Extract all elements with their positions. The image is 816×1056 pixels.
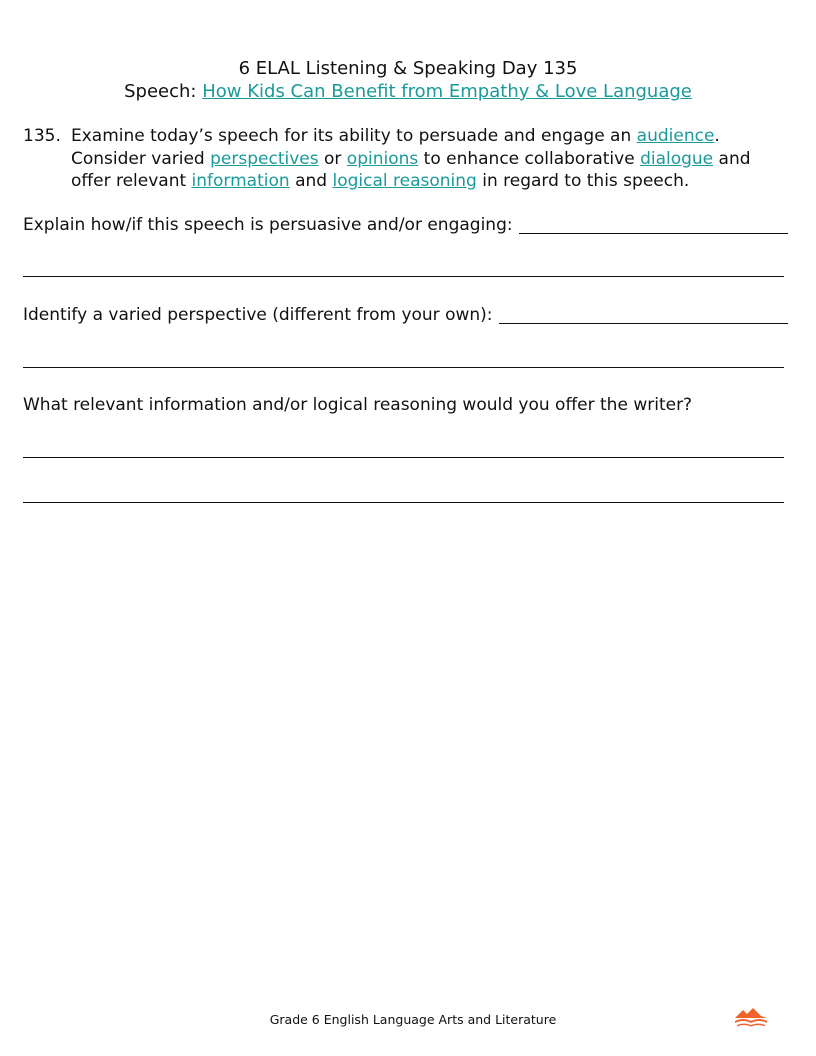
information-link[interactable]: information: [191, 171, 290, 191]
instruction-text-5: and offer relevant: [71, 148, 751, 191]
opinions-link[interactable]: opinions: [346, 148, 419, 169]
question-1: [23, 214, 788, 236]
logical-reasoning-link[interactable]: logical reasoning: [332, 171, 477, 191]
speech-link[interactable]: How Kids Can Benefit from Empathy & Love Language: [202, 81, 692, 102]
question-3-answer-line-1[interactable]: [23, 457, 784, 458]
instruction-text-1: Examine today’s speech for its ability to persuade and engage an: [71, 126, 637, 146]
question-1-text: Explain how/if this speech is persuasive and/or engaging:: [23, 215, 513, 235]
question-2-text: Identify a varied perspective (different from your own):: [23, 305, 493, 325]
question-3: [23, 394, 788, 416]
question-3-text: What relevant information and/or logical reasoning would you offer the writer?: [23, 395, 693, 415]
question-2-answer-line-2[interactable]: [23, 367, 784, 368]
question-2-answer-line[interactable]: [499, 305, 788, 324]
mountain-book-logo-icon: [733, 1006, 769, 1030]
question-3-answer-line-2[interactable]: [23, 502, 784, 503]
question-1-answer-line[interactable]: [519, 215, 788, 234]
page-title: 6 ELAL Listening & Speaking Day 135: [238, 58, 578, 79]
audience-link[interactable]: audience: [636, 126, 715, 146]
instruction-text-2: . Consider varied: [71, 126, 720, 169]
instruction-text-3: or: [318, 148, 347, 169]
speech-line: [0, 81, 816, 103]
instruction-text: [71, 125, 793, 193]
dialogue-link[interactable]: dialogue: [640, 148, 714, 169]
perspectives-link[interactable]: perspectives: [210, 148, 319, 169]
instruction-text-4: to enhance collaborative: [418, 148, 641, 169]
question-2: [23, 304, 788, 326]
instruction-number: 135.: [23, 126, 61, 146]
footer-text: Grade 6 English Language Arts and Literature: [269, 1012, 557, 1027]
instruction-text-6: and: [289, 171, 333, 191]
speech-label: Speech:: [124, 81, 203, 102]
instruction-text-7: in regard to this speech.: [476, 171, 690, 191]
question-1-answer-line-2[interactable]: [23, 276, 784, 277]
instruction-135: [23, 125, 793, 193]
